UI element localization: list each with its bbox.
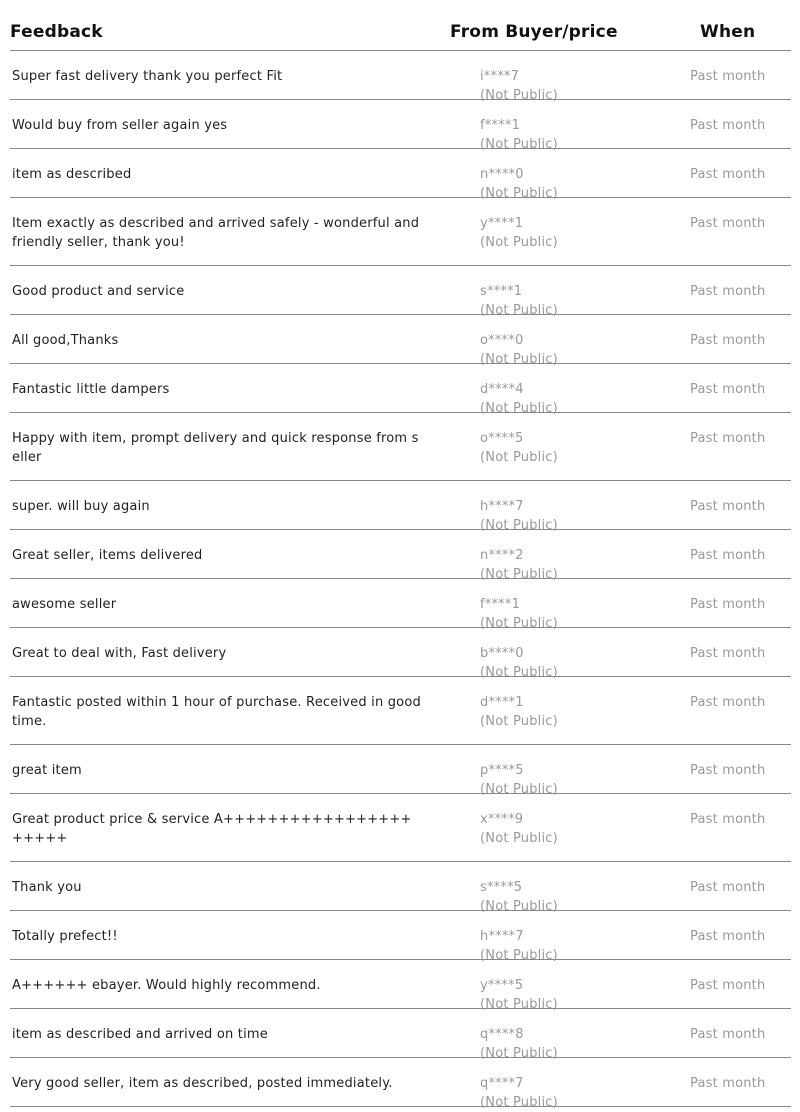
table-row <box>10 960 791 1012</box>
feedback-time: Past month <box>690 69 766 84</box>
feedback-comment: All good,Thanks <box>12 333 119 348</box>
header-when: When <box>700 22 756 42</box>
buyer-id: b****0 <box>480 646 524 661</box>
buyer-id: n****0 <box>480 167 524 182</box>
table-row <box>10 677 791 745</box>
feedback-comment: awesome seller <box>12 597 117 612</box>
feedback-comment: Thank you <box>12 880 82 895</box>
feedback-comment: Would buy from seller again yes <box>12 118 228 133</box>
price-visibility: (Not Public) <box>480 997 558 1012</box>
price-visibility: (Not Public) <box>480 352 558 367</box>
feedback-time: Past month <box>690 431 766 446</box>
buyer-id: h****7 <box>480 929 524 944</box>
feedback-time: Past month <box>690 382 766 397</box>
feedback-time: Past month <box>690 646 766 661</box>
table-row <box>10 266 791 318</box>
table-row <box>10 51 791 103</box>
buyer-id: y****1 <box>480 216 524 231</box>
price-visibility: (Not Public) <box>480 186 558 201</box>
table-row <box>10 862 791 914</box>
feedback-time: Past month <box>690 929 766 944</box>
table-row <box>10 315 791 367</box>
feedback-time: Past month <box>690 880 766 895</box>
table-row <box>10 413 791 481</box>
buyer-id: d****4 <box>480 382 524 397</box>
feedback-time: Past month <box>690 548 766 563</box>
price-visibility: (Not Public) <box>480 714 558 729</box>
buyer-id: o****0 <box>480 333 524 348</box>
feedback-table <box>10 0 791 1110</box>
buyer-cell <box>480 1074 558 1112</box>
feedback-time: Past month <box>690 284 766 299</box>
header-buyer-price: From Buyer/price <box>450 22 618 42</box>
price-visibility: (Not Public) <box>480 567 558 582</box>
feedback-time: Past month <box>690 812 766 827</box>
feedback-comment: item as described and arrived on time <box>12 1027 268 1042</box>
buyer-id: s****1 <box>480 284 523 299</box>
price-visibility: (Not Public) <box>480 899 558 914</box>
feedback-comment: Great to deal with, Fast delivery <box>12 646 227 661</box>
buyer-id: x****9 <box>480 812 524 827</box>
buyer-id: q****7 <box>480 1076 524 1091</box>
feedback-time: Past month <box>690 333 766 348</box>
feedback-time: Past month <box>690 978 766 993</box>
feedback-comment: Great seller, items delivered <box>12 548 203 563</box>
table-header <box>10 0 791 51</box>
buyer-id: f****1 <box>480 597 521 612</box>
buyer-id: s****5 <box>480 880 523 895</box>
price-visibility: (Not Public) <box>480 1095 558 1110</box>
buyer-id: p****5 <box>480 763 524 778</box>
feedback-time: Past month <box>690 167 766 182</box>
feedback-comment: Happy with item, prompt delivery and quick response from seller <box>12 431 419 465</box>
table-row <box>10 628 791 680</box>
feedback-comment: Super fast delivery thank you perfect Fit <box>12 69 283 84</box>
price-visibility: (Not Public) <box>480 616 558 631</box>
buyer-cell <box>480 214 558 252</box>
price-visibility: (Not Public) <box>480 450 558 465</box>
feedback-time: Past month <box>690 763 766 778</box>
price-visibility: (Not Public) <box>480 782 558 797</box>
feedback-comment: great item <box>12 763 82 778</box>
price-visibility: (Not Public) <box>480 518 558 533</box>
buyer-cell <box>480 810 558 848</box>
feedback-time: Past month <box>690 1027 766 1042</box>
price-visibility: (Not Public) <box>480 401 558 416</box>
buyer-id: d****1 <box>480 695 524 710</box>
feedback-comment: item as described <box>12 167 132 182</box>
price-visibility: (Not Public) <box>480 235 558 250</box>
feedback-time: Past month <box>690 499 766 514</box>
table-row <box>10 100 791 152</box>
table-row <box>10 530 791 582</box>
buyer-id: y****5 <box>480 978 524 993</box>
feedback-time: Past month <box>690 216 766 231</box>
buyer-id: i****7 <box>480 69 520 84</box>
feedback-time: Past month <box>690 695 766 710</box>
buyer-cell <box>480 693 558 731</box>
feedback-comment: Very good seller, item as described, posted immediately. <box>12 1076 393 1091</box>
feedback-comment: Great product price & service A++++++++++++++++++++++ <box>12 812 412 846</box>
price-visibility: (Not Public) <box>480 88 558 103</box>
table-row <box>10 1009 791 1061</box>
table-row <box>10 364 791 416</box>
feedback-time: Past month <box>690 118 766 133</box>
feedback-comment: A++++++ ebayer. Would highly recommend. <box>12 978 321 993</box>
table-row <box>10 911 791 963</box>
price-visibility: (Not Public) <box>480 948 558 963</box>
table-row <box>10 579 791 631</box>
buyer-id: f****1 <box>480 118 521 133</box>
price-visibility: (Not Public) <box>480 303 558 318</box>
table-row <box>10 794 791 862</box>
table-row <box>10 745 791 797</box>
buyer-id: n****2 <box>480 548 524 563</box>
feedback-comment: Fantastic little dampers <box>12 382 170 397</box>
buyer-id: h****7 <box>480 499 524 514</box>
feedback-comment: Good product and service <box>12 284 185 299</box>
table-row <box>10 481 791 533</box>
header-feedback: Feedback <box>10 22 103 42</box>
feedback-comment: Fantastic posted within 1 hour of purchase. Received in good time. <box>12 695 421 729</box>
price-visibility: (Not Public) <box>480 1046 558 1061</box>
price-visibility: (Not Public) <box>480 831 558 846</box>
table-row <box>10 198 791 266</box>
feedback-comment: Totally prefect!! <box>12 929 118 944</box>
feedback-comment: super. will buy again <box>12 499 150 514</box>
buyer-cell <box>480 429 558 467</box>
buyer-id: o****5 <box>480 431 524 446</box>
feedback-comment: Item exactly as described and arrived safely - wonderful and friendly seller, thank you! <box>12 216 420 250</box>
price-visibility: (Not Public) <box>480 137 558 152</box>
price-visibility: (Not Public) <box>480 665 558 680</box>
table-row <box>10 1058 791 1110</box>
feedback-time: Past month <box>690 597 766 612</box>
feedback-time: Past month <box>690 1076 766 1091</box>
table-row <box>10 149 791 201</box>
buyer-id: q****8 <box>480 1027 524 1042</box>
